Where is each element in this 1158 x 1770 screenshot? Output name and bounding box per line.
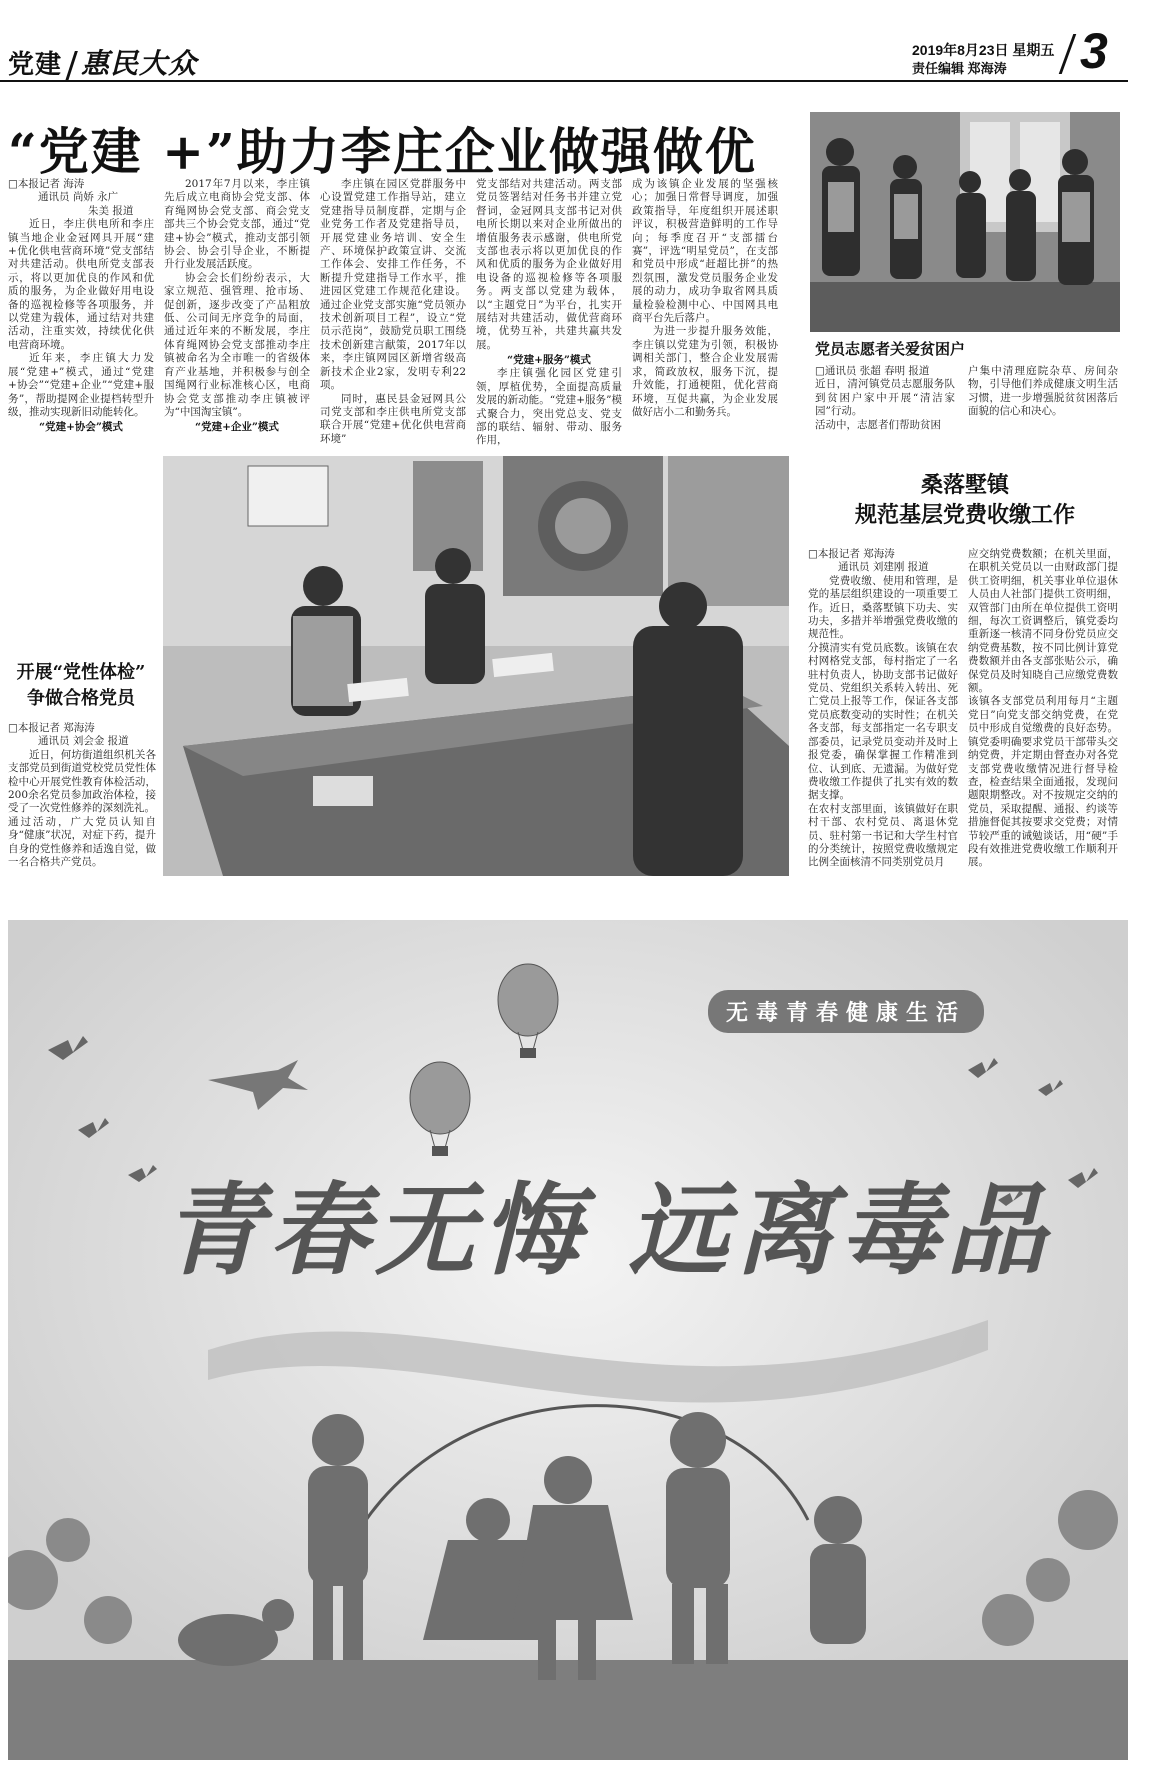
left-article-title-1: 开展“党性体检”: [16, 662, 146, 683]
banner-slogan: 青春无悔 远离毒品: [163, 1171, 1052, 1289]
right-article-byline-1: □本报记者 郑海涛: [808, 548, 895, 560]
right-article-byline-2: 通讯员 刘建刚 报道: [838, 561, 929, 574]
right-article-title-2: 规范基层党费收缴工作: [854, 502, 1075, 528]
lead-paragraph: 成为该镇企业发展的坚强核心；加强日常督导调度，加强政策指导，年度组织开展述职评议，积极营造鲜明的工作导向；每季度召开“支部擂台赛”，评选“明星党员”，在支部和党员中形成“赶超比拼”的热烈氛围，激发党员服务企业发展的动力，成功争取省网具质量检验检测中心、中国网具电商平台先后落户。: [632, 178, 778, 325]
lead-paragraph: 党支部结对共建活动。两支部党员签署结对任务书并建立党督词，金冠网具支部书记对供电所长期以来对企业所做出的增值服务表示感谢，供电所党支部也表示将以更加优良的作风和优质的服务为企业做好用电设备的巡视检修等各项服务。两支部以党建为载体，以“主题党日”为平台，扎实开展结对共建活动，做优营商环境，优势互补，共建共赢共发展。: [476, 178, 622, 351]
lead-col-4: [476, 178, 622, 448]
page-number: 3: [1080, 23, 1108, 79]
left-article-byline-1: □本报记者 郑海涛: [8, 722, 95, 734]
volunteer-text-col-1: □通讯员 张超 春明 报道 近日，清河镇党员志愿服务队到贫困户家中开展“清洁家园”行动。 活动中，志愿者们帮助贫困: [815, 365, 955, 431]
masthead-rule: [0, 80, 1128, 82]
right-article-title-1: 桑落墅镇: [920, 472, 1009, 498]
lead-paragraph: 同时，惠民县金冠网具公司党支部和李庄供电所党支部联合开展“党建+优化供电营商环境”: [320, 392, 466, 445]
meeting-photo: [163, 456, 789, 876]
anti-drug-banner: [8, 920, 1128, 1760]
left-article-body: [8, 722, 156, 869]
banner-artwork: [8, 920, 1128, 1760]
right-article-text: 党费收缴、使用和管理，是党的基层组织建设的一项重要工作。近日，桑落墅镇下功夫、实功夫，多措并举增强党费收缴的规范性。 分摸清实有党员底数。该镇在农村网格党支部，每村指定了一名驻村负责人，协助支部书记做好党员、党组织关系转入转出、死亡党员上报等工作，保证各支部党员底数变动的实时性；在机关各支部，每支部指定一名专职支部委员，记录党员变动并及时上报党委，确保掌握工作精准到位、认到底、无遗漏。为做好党费收缴工作提供了扎实有效的数据支撑。 在农村支部里面，该镇做好在职村干部、农村党员、离退休党员、驻村第一书记和大学生村官的分类统计，按照党费收缴规定比例全面核清不同类别党员月: [808, 574, 958, 869]
lead-paragraph: 李庄镇强化园区党建引领，厚植优势，全面提高质量发展的新动能。“党建+服务”模式聚合力，突出党总支、党支部的联结、辐射、带动、服务作用，: [476, 367, 622, 447]
lead-col-2: [164, 178, 310, 434]
banner-tagline: 无毒青春健康生活: [708, 990, 984, 1033]
brand-name: 惠民大众: [81, 47, 198, 80]
volunteer-photo: [810, 112, 1120, 332]
left-article-title-2: 争做合格党员: [27, 688, 135, 709]
left-article-byline-2: 通讯员 刘会金 报道: [38, 735, 129, 748]
lead-paragraph: 李庄镇在园区党群服务中心设置党建工作指导站，建立党建指导员制度群，定期与企业党务工作者及党建指导员，开展党建业务培训、安全生产、环境保护政策宣讲、交流工作体会、安排工作任务，不断提升党建指导工作水平，推进园区党建工作规范化建设。通过企业党支部实施“党员领办技术创新项目工程”，设立“党员示范岗”，鼓励党员职工围绕技术创新建言献策，2017年以来，李庄镇网园区新增省级高新技术企业2家，发明专利22项。: [320, 178, 466, 392]
issue-date: 2019年8月23日 星期五: [912, 42, 1055, 58]
lead-col-3: [320, 178, 466, 446]
right-article-col-1: [808, 548, 958, 870]
lead-byline-1: □本报记者 海涛: [8, 178, 85, 190]
lead-byline-3: 朱美 报道: [88, 204, 134, 217]
volunteer-text-col-2: 户集中清理庭院杂草、房间杂物，引导他们养成健康文明生活习惯，进一步增强脱贫贫困落后面貌的信心和决心。: [968, 365, 1118, 418]
lead-subhead-enterprise: “党建+企业”模式: [195, 421, 279, 434]
right-article-text-col-2: 应交纳党费数额；在机关里面，在职机关党员以一由财政部门提供工资明细，机关事业单位退休人员由人社部门提供工资明细，双管部门由所在单位提供工资明细，每次工资调整后，镇党委均重新逐一核清不同身份党员应交纳党费基数，按不同比例计算党费数额并由各支部张贴公示，确保党员及时知晓自己应缴党费数额。 该镇各支部党员利用每月“主题党日”向党支部交纳党费，在党员中形成自觉缴费的良好态势。镇党委明确要求党员干部带头交纳党费，并定期由督查办对各党支部党费收缴情况进行督导检查，检查结果全面通报，发现问题限期整改。对不按规定交纳的党员，采取提醒、通报、约谈等措施督促其按要求交党费；对情节较严重的诫勉谈话，用“硬”手段有效推进党费收缴工作顺利开展。: [968, 548, 1118, 869]
volunteer-photo-illustration: [810, 112, 1120, 332]
responsible-editor: 责任编辑 郑海涛: [912, 61, 1007, 76]
lead-byline-2: 通讯员 尚娇 永广: [38, 191, 119, 204]
left-article-text: 近日，何坊街道组织机关各支部党员到街道党校党员党性体检中心开展党性教育体检活动，200余名党员参加政治体检，接受了一次党性修养的深刻洗礼。 通过活动，广大党员认知自身“健康”状况，对症下药，提升自身的党性修养和适逸自觉，做一名合格共产党员。: [8, 748, 156, 869]
lead-paragraph: 为进一步提升服务效能，李庄镇以党建为引领，积极协调相关部门，整合企业发展需求，简政放权，服务下沉，提升效能，打通梗阻，优化营商环境，互促共赢，为企业发展做好店小二和勤务兵。: [632, 325, 778, 418]
lead-col-1: [8, 178, 154, 434]
lead-paragraph: 近日，李庄供电所和李庄镇当地企业金冠网具开展“建+优化供电营商环境”党支部结对共建活动。供电所党支部表示，将以更加优良的作风和优质的服务，为企业做好用电设备的巡视检修等各项服务，并以党建为载体，通过结对共建活动，注重实效，持续优化供电营商环境。: [8, 218, 154, 351]
lead-subhead-association: “党建+协会”模式: [39, 421, 123, 434]
lead-paragraph: 2017年7月以来，李庄镇先后成立电商协会党支部、体育绳网协会党支部、商会党支部共三个协会党支部，通过“党建+协会”模式，推动支部引领协会、协会引导企业，不断提升行业发展活跃度。: [164, 178, 310, 271]
meeting-photo-illustration: [163, 456, 789, 876]
section-name: 党建: [8, 50, 63, 80]
masthead-divider: [65, 51, 78, 81]
page-number-divider: [1059, 34, 1077, 74]
volunteer-caption-title: 党员志愿者关爱贫困户: [815, 340, 966, 358]
masthead-section: [8, 42, 197, 82]
lead-headline: “党建 +”助力李庄企业做强做优: [8, 122, 757, 181]
lead-col-5: [632, 178, 778, 419]
lead-paragraph: 协会会长们纷纷表示，大家立规范、强管理、抢市场、促创新，逐步改变了产品粗放低、公司间无序竞争的局面，通过近年来的不断发展，李庄体育绳网协会党支部推动李庄镇被命名为全市唯一的省级体育产业基地，并积极参与创全国绳网行业标准核心区，电商协会党支部推动李庄镇被评为“中国淘宝镇”。: [164, 271, 310, 418]
lead-paragraph: 近年来，李庄镇大力发展“党建+”模式，通过“党建+协会”“党建+企业”“党建+服务”，帮助提网企业提档转型升级，推动实现新旧动能转化。: [8, 352, 154, 418]
lead-subhead-service: “党建+服务”模式: [507, 354, 591, 367]
